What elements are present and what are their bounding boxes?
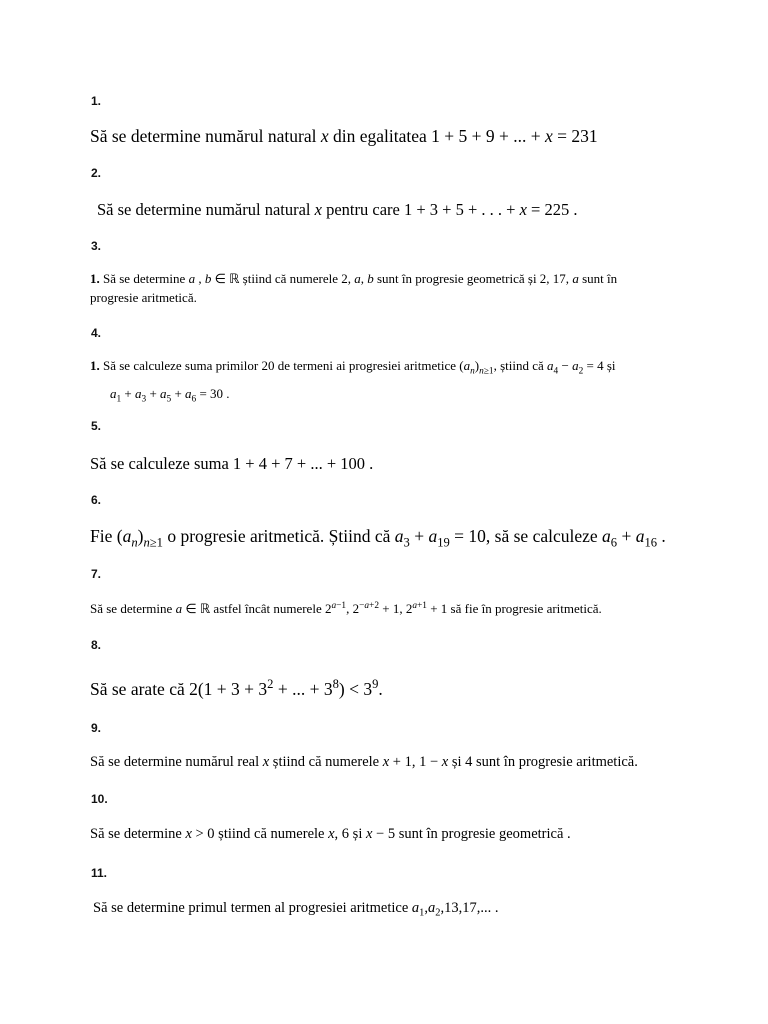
problem-number: 5. bbox=[91, 419, 102, 433]
problem-9-text: Să se determine numărul real x știind că numerele x + 1, 1 − x și 4 sunt în progresie aritmetică. bbox=[90, 754, 638, 770]
problem-number: 6. bbox=[91, 493, 102, 507]
problem-number: 7. bbox=[91, 567, 102, 581]
problem-number: 4. bbox=[91, 326, 102, 340]
problem-number: 9. bbox=[91, 721, 102, 735]
problem-number: 3. bbox=[91, 239, 102, 253]
problem-8-text: Să se arate că $2(1 + 3 + 3^2$ + ... + $3^8) < 3^9$. bbox=[90, 677, 383, 699]
problem-3-text: 1. Să se determine a , b ∈ ℝ știind că numerele 2, a, b sunt în progresie geometrică și 2, 17, a sunt în progresie aritmetică. bbox=[90, 271, 618, 305]
problem-number: 8. bbox=[91, 638, 102, 652]
problem-7-text: Să se determine a ∈ ℝ astfel încât numerele $2^{a-1}$, $2^{-a+2} + 1$, $2^{a+1} + 1$ să fie în progresie aritmetică. bbox=[90, 601, 602, 617]
problem-4-text: 1. Să se calculeze suma primilor 20 de termeni ai progresiei aritmetice $(a_n)_{n\ge 1}$, știind că $a_4 - a_2 = 4$ și $a_1 + a_3 + a_5 + a_6 = 30$ . bbox=[90, 358, 616, 405]
problem-number: 2. bbox=[91, 166, 102, 180]
problem-number: 1. bbox=[91, 94, 102, 108]
problem-5-text: Să se calculeze suma 1 + 4 + 7 + ... + 100 . bbox=[90, 454, 374, 473]
problem-10-text: Să se determine x > 0 știind că numerele x, 6 și x − 5 sunt în progresie geometrică . bbox=[90, 826, 571, 842]
problem-number: 11. bbox=[91, 866, 108, 880]
problem-11-text: Să se determine primul termen al progresiei aritmetice $a_1,a_2,13,17$,... . bbox=[93, 900, 499, 919]
problem-number: 10. bbox=[91, 792, 108, 806]
problem-2-text: Să se determine numărul natural x pentru care 1 + 3 + 5 + . . . + x = 225 . bbox=[97, 200, 578, 219]
problem-6-text: Fie $(a_n)_{n\ge 1}$ o progresie aritmetică. Știind că $a_3 + a_{19} = 10$, să se calculeze $a_6 + a_{16}$ . bbox=[90, 526, 666, 550]
problem-1-text: Să se determine numărul natural x din egalitatea 1 + 5 + 9 + ... + x = 231 bbox=[90, 126, 598, 146]
